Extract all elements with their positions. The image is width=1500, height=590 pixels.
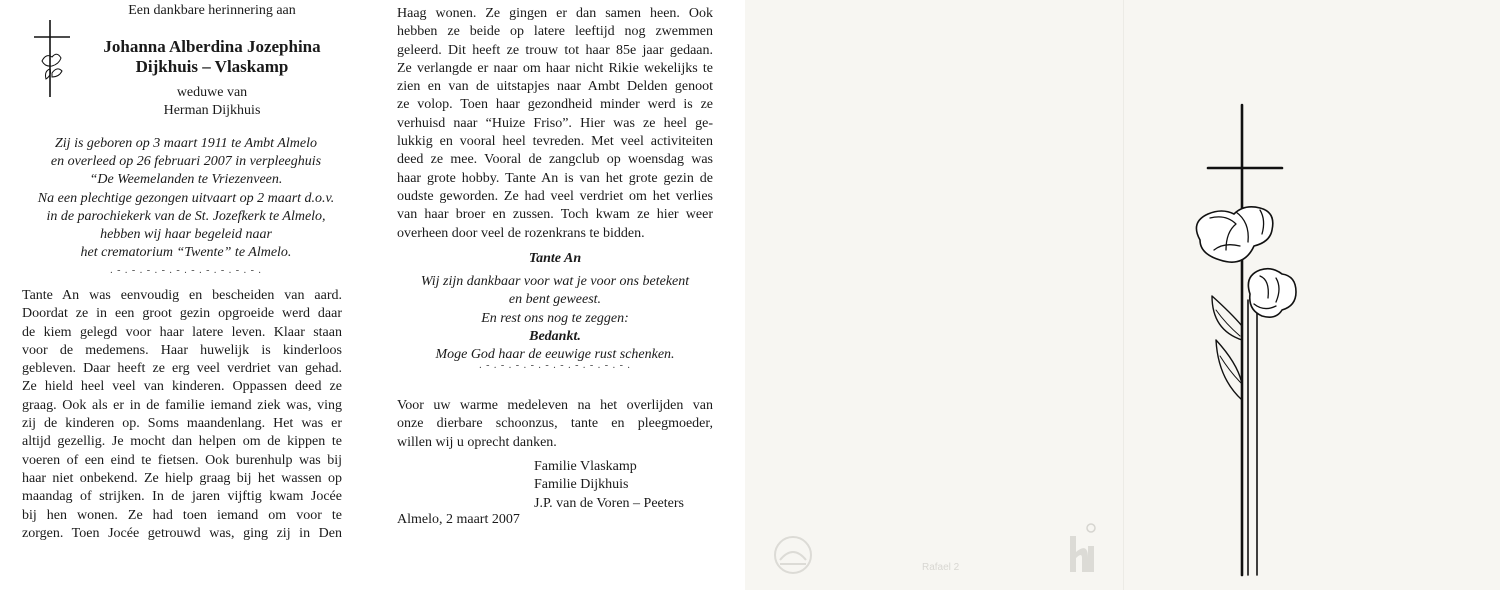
widow-of-label: weduwe van [176,85,248,100]
bio-line: Ze verlangde er naar om haar nicht Rikie wekelijks te [397,60,713,76]
cross-poppies-icon [1180,100,1310,580]
bio-line: van haar broer en zussen. Toch kwam ze hier weer [397,207,713,223]
poem-line: Moge God haar de eeuwige rust schenken. [435,347,675,363]
life-dates-line: hebben wij haar begeleid naar [100,227,272,243]
life-dates-line: “De Weemelanden te Vriezenveen. [89,172,283,188]
signatures [534,458,684,513]
bio-line: zorgen. Toen Jocée getrouwd was, ging zij in Den [22,525,342,541]
bio-line: oudste geworden. Ze had veel verdriet om het verlies [397,188,713,204]
separator: . - . - . - . - . - . - . - . - . - . - . [110,265,262,276]
bio-line: voeren of een eind te fietsen. Ook burenhulp was bij [22,452,342,468]
bio-line: altijd gezellig. Je mocht dan helpen om de kippen te [22,434,342,450]
bio-line: de kiem gelegd voor haar latere leven. Klaar staan [22,324,342,340]
emboss-mark-icon [1066,522,1100,578]
husband-name: Herman Dijkhuis [163,103,261,118]
bio-line: maandag of strijken. In de jaren vijftig kwam Jocée [22,489,342,505]
life-dates-line: Na een plechtige gezongen uitvaart op 2 maart d.o.v. [37,190,335,206]
bio-line: Haag wonen. Ze gingen er dan samen heen. Ook [397,6,713,21]
poem-line: En rest ons nog te zeggen: [481,310,629,326]
fold-line [1123,0,1124,590]
bio-line: haar niet onbekend. Ze hielp graag bij het wassen op [22,470,342,486]
biography-left [22,287,342,543]
bio-line: lukkig en vooral heel tevreden. Met veel activiteiten [397,134,713,150]
signature-line: Familie Dijkhuis [534,477,629,493]
bio-line: graag. Ook als er in de familie iemand ziek was, ving [22,397,342,413]
page-middle [372,0,745,590]
bio-line: verhuisd naar “Huize Friso”. Hier was ze heel ge- [397,115,713,131]
thanks-line: willen wij u oprecht danken. [397,434,557,450]
life-dates-line: het crematorium “Twente” te Almelo. [80,245,292,261]
signature-line: Familie Vlaskamp [534,459,637,474]
bio-line: ze volop. Toen haar gezondheid minder werd is ze [397,97,713,113]
biography-right [397,5,713,243]
bio-line: haar grote hobby. Tante An is van het grote gezin de [397,170,713,186]
place-date: Almelo, 2 maart 2007 [397,512,520,527]
bio-line: deed ze mee. Vooral de zangclub op woensdag was [397,152,713,168]
bio-line: zien en van de uitstapjes naar Ambt Delden genoot [397,79,713,95]
life-dates-line: Zij is geboren op 3 maart 1911 te Ambt Almelo [55,136,317,151]
poem-bold-line: Bedankt. [529,328,581,344]
page-left [0,0,372,590]
bio-line: zij de kinderen op. Soms maandenlang. Het was er [22,416,342,432]
poem-block [377,250,733,364]
deceased-name-line1: Johanna Alberdina Jozephina [103,37,321,56]
bio-line: overheen door veel de rozenkrans te bidden. [397,225,645,241]
emboss-logo-icon [772,534,814,576]
life-dates-line: en overleed op 26 februari 2007 in verpleeghuis [50,154,322,170]
thanks-block [397,397,713,452]
poem-line: en bent geweest. [508,292,602,308]
deceased-name-line2: Dijkhuis – Vlaskamp [135,57,289,76]
bio-line: gebleven. Daar heeft ze erg veel verdriet van gehad. [22,361,342,377]
thanks-line: Voor uw warme medeleven na het overlijden van [397,398,713,413]
bio-line: geleerd. Dit heeft ze trouw tot haar 85e jaar gedaan. [397,42,713,58]
life-dates-line: in de parochiekerk van de St. Jozefkerk te Almelo, [46,208,326,224]
thanks-line: onze dierbare schoonzus, tante en pleegmoeder, [397,416,713,432]
poem-title: Tante An [528,251,582,266]
bio-line: voor de medemens. Haar huwelijk is kinderloos [22,342,342,358]
separator: . - . - . - . - . - . - . - . - . - . - . [479,360,631,371]
bio-line: Tante An was eenvoudig en bescheiden van aard. [22,288,342,303]
poem-line: Wij zijn dankbaar voor wat je voor ons betekent [420,274,690,290]
signature-line: J.P. van de Voren – Peeters [534,495,684,511]
life-dates-block [10,135,362,262]
bio-line: Ze hield heel veel van kinderen. Oppassen deed ze [22,379,342,395]
bio-line: hebben ze beide op latere leeftijd nog zwemmen [397,24,713,40]
intro-text: Een dankbare herinnering aan [128,3,296,18]
bio-line: Doordat ze in een groot gezin opgroeide werd daar [22,306,342,322]
print-label: Rafael 2 [922,562,960,573]
bio-line: bij hen wonen. Ze had toen iemand om voor te [22,507,342,523]
